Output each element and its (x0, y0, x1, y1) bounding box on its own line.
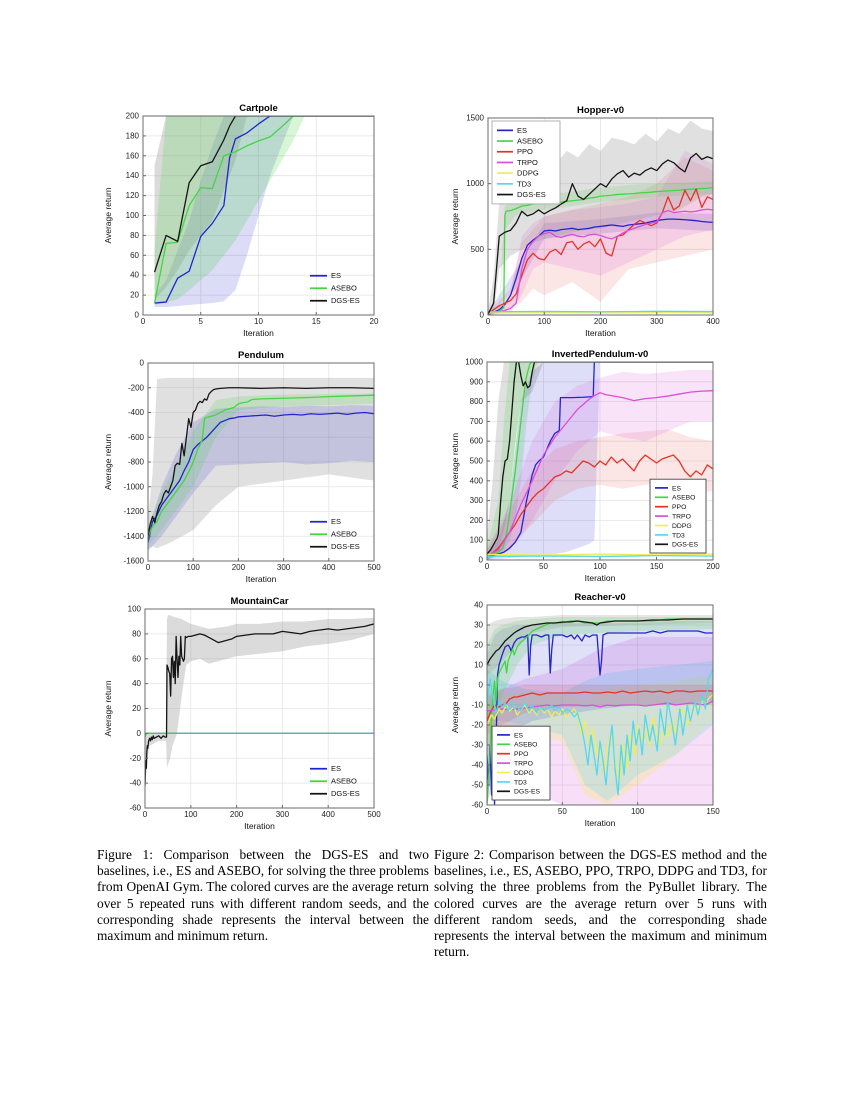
x-tick-label: 300 (650, 317, 664, 326)
chart-canvas (450, 589, 742, 836)
legend (492, 121, 560, 204)
legend-label-DGS-ES: DGS-ES (331, 789, 360, 799)
x-axis-label: Iteration (245, 574, 277, 584)
y-tick-label: 500 (469, 456, 483, 466)
y-tick-label: -20 (471, 720, 483, 730)
chart-canvas (450, 347, 742, 592)
x-tick-label: 200 (706, 562, 720, 571)
x-tick-label: 100 (593, 562, 607, 571)
legend (492, 726, 550, 800)
y-tick-label: -50 (471, 780, 483, 790)
legend (650, 479, 706, 553)
y-tick-label: 0 (134, 310, 139, 320)
legend-label-TRPO: TRPO (514, 760, 533, 768)
y-tick-label: -30 (471, 740, 483, 750)
y-tick-label: 1500 (466, 113, 484, 123)
figure1-caption: Figure 1: Comparison between the DGS-ES and two baselines, i.e., ES and ASEBO, for solving the three problems from OpenAI Gym. The colored curves are the average return over 5 repeated runs with different random seeds, and the corresponding shade represents the interval between the maximum and minimum return. (97, 847, 429, 944)
x-tick-label: 0 (142, 810, 148, 819)
x-axis-label: Iteration (584, 573, 616, 583)
y-tick-label: 100 (127, 604, 141, 614)
x-axis-label: Iteration (243, 328, 274, 338)
x-tick-label: 400 (706, 317, 720, 326)
legend-label-DDPG: DDPG (514, 769, 534, 777)
legend-label-ES: ES (331, 764, 342, 774)
x-axis-label: Iteration (585, 328, 616, 338)
y-tick-label: -800 (127, 457, 144, 467)
y-tick-label: 80 (130, 230, 139, 240)
chart-cartpole (100, 100, 392, 345)
y-tick-label: -20 (129, 753, 141, 763)
y-axis-label: Average return (450, 188, 460, 245)
legend-label-ES: ES (331, 271, 342, 281)
y-tick-label: 20 (130, 290, 139, 300)
y-axis-label: Average return (103, 187, 113, 244)
x-tick-label: 0 (484, 807, 490, 816)
y-tick-label: 1000 (466, 179, 484, 189)
legend-label-ASEBO: ASEBO (514, 741, 538, 749)
legend-label-DDPG: DDPG (517, 168, 539, 178)
x-tick-label: 400 (322, 563, 336, 572)
x-axis-label: Iteration (584, 818, 616, 828)
y-tick-label: 40 (132, 679, 141, 689)
chart-title: Hopper-v0 (577, 105, 624, 116)
legend-label-ES: ES (514, 732, 524, 740)
x-tick-label: 0 (140, 317, 146, 326)
legend-label-DGS-ES: DGS-ES (331, 542, 360, 552)
x-tick-label: 50 (557, 807, 567, 816)
y-tick-label: 180 (125, 131, 139, 141)
x-tick-label: 100 (186, 563, 200, 572)
x-tick-label: 0 (484, 562, 490, 571)
legend-label-TD3: TD3 (517, 179, 532, 189)
x-tick-label: 50 (539, 562, 548, 571)
legend-label-PPO: PPO (672, 504, 687, 512)
y-tick-label: 30 (474, 620, 483, 630)
y-tick-label: 100 (125, 211, 139, 220)
legend-label-ASEBO: ASEBO (331, 529, 357, 539)
y-tick-label: 100 (469, 535, 483, 545)
y-tick-label: 1000 (465, 357, 483, 367)
figure2-caption: Figure 2: Comparison between the DGS-ES method and the baselines, i.e., ES, ASEBO, PPO, TRPO, DDPG and TD3, for solving the three problems from the PyBullet library. The colored curves are the average return over 5 runs with different random seeds, and the corresponding shade represents the interval between the maximum and minimum return. (434, 847, 767, 960)
x-tick-label: 5 (198, 317, 203, 326)
y-tick-label: 0 (136, 728, 141, 738)
y-tick-label: 0 (478, 555, 483, 565)
y-tick-label: -1000 (123, 482, 144, 492)
legend-label-TRPO: TRPO (517, 157, 538, 167)
y-tick-label: -60 (129, 803, 141, 813)
y-tick-label: 140 (125, 171, 139, 181)
x-tick-label: 100 (184, 810, 198, 819)
x-tick-label: 20 (369, 317, 379, 326)
x-tick-label: 100 (537, 317, 551, 326)
x-tick-label: 150 (706, 807, 720, 816)
chart-title: Reacher-v0 (574, 592, 626, 603)
legend-label-DGS-ES: DGS-ES (672, 541, 699, 549)
y-axis-label: Average return (450, 432, 460, 490)
chart-hopper-v0 (450, 100, 742, 345)
x-axis-label: Iteration (244, 821, 275, 831)
chart-title: InvertedPendulum-v0 (551, 349, 649, 360)
y-axis-label: Average return (450, 676, 460, 734)
y-axis-label: Average return (103, 680, 113, 737)
chart-title: Cartpole (239, 103, 278, 114)
y-tick-label: 0 (139, 358, 144, 368)
chart-mountaincar (100, 593, 392, 840)
x-tick-label: 100 (630, 807, 645, 816)
y-tick-label: 300 (469, 496, 483, 506)
y-tick-label: -40 (471, 760, 483, 770)
y-tick-label: 80 (132, 629, 141, 639)
y-axis-label: Average return (103, 433, 113, 491)
chart-title: Pendulum (238, 350, 284, 361)
y-tick-label: 400 (469, 476, 483, 486)
x-tick-label: 10 (254, 317, 263, 326)
y-tick-label: -40 (129, 778, 141, 788)
x-tick-label: 0 (485, 317, 491, 326)
legend-label-PPO: PPO (514, 751, 529, 759)
y-tick-label: 500 (470, 244, 484, 254)
legend-label-ASEBO: ASEBO (331, 283, 357, 293)
legend-label-DGS-ES: DGS-ES (514, 788, 541, 796)
y-tick-label: 800 (469, 397, 483, 407)
y-tick-label: 20 (474, 640, 483, 650)
chart-title: MountainCar (230, 596, 289, 607)
x-tick-label: 200 (593, 317, 608, 326)
legend-label-TRPO: TRPO (672, 513, 691, 521)
y-tick-label: 900 (469, 377, 483, 387)
x-tick-label: 500 (367, 810, 381, 819)
x-tick-label: 0 (145, 563, 151, 572)
y-tick-label: -60 (471, 800, 483, 810)
x-tick-label: 15 (311, 317, 321, 326)
y-tick-label: -600 (127, 432, 144, 442)
x-tick-label: 500 (367, 563, 381, 572)
y-tick-label: 200 (125, 111, 139, 121)
chart-canvas (450, 100, 742, 345)
x-tick-label: 200 (231, 563, 246, 572)
y-tick-label: -400 (127, 408, 144, 417)
y-tick-label: 20 (132, 704, 141, 713)
x-tick-label: 150 (649, 562, 664, 571)
legend-label-PPO: PPO (517, 147, 533, 157)
y-tick-label: 40 (130, 270, 139, 280)
chart-canvas (100, 100, 392, 345)
legend-label-ASEBO: ASEBO (672, 494, 696, 502)
legend-label-ASEBO: ASEBO (517, 136, 543, 146)
legend-label-ES: ES (331, 517, 342, 527)
x-tick-label: 400 (321, 810, 335, 819)
y-tick-label: 120 (125, 191, 139, 201)
y-tick-label: 60 (132, 654, 141, 664)
y-tick-label: 0 (479, 310, 484, 320)
chart-canvas (100, 593, 392, 840)
y-tick-label: -1600 (123, 556, 144, 566)
legend-label-ES: ES (517, 125, 528, 135)
y-tick-label: 160 (125, 151, 139, 161)
legend-label-ASEBO: ASEBO (331, 776, 357, 786)
y-tick-label: 40 (474, 600, 483, 610)
y-tick-label: 10 (474, 660, 483, 670)
y-tick-label: -10 (471, 700, 483, 710)
x-tick-label: 200 (229, 810, 244, 819)
legend-label-DDPG: DDPG (672, 522, 692, 530)
chart-invertedpendulum-v0 (450, 347, 742, 592)
chart-reacher-v0 (450, 589, 742, 836)
legend-label-DGS-ES: DGS-ES (517, 189, 546, 199)
chart-canvas (100, 347, 392, 592)
x-tick-label: 300 (276, 563, 291, 572)
y-tick-label: 200 (469, 515, 483, 525)
legend-label-ES: ES (672, 485, 682, 493)
y-tick-label: -1200 (123, 507, 144, 516)
y-tick-label: 60 (130, 250, 139, 260)
legend-label-TD3: TD3 (672, 532, 685, 540)
y-tick-label: 700 (469, 416, 483, 426)
y-tick-label: 600 (469, 436, 483, 446)
y-tick-label: -200 (127, 383, 144, 393)
legend-label-TD3: TD3 (514, 779, 527, 787)
legend-label-DGS-ES: DGS-ES (331, 296, 360, 306)
chart-pendulum (100, 347, 392, 592)
y-tick-label: -1400 (123, 531, 144, 541)
y-tick-label: 0 (478, 680, 483, 690)
x-tick-label: 300 (275, 810, 290, 819)
